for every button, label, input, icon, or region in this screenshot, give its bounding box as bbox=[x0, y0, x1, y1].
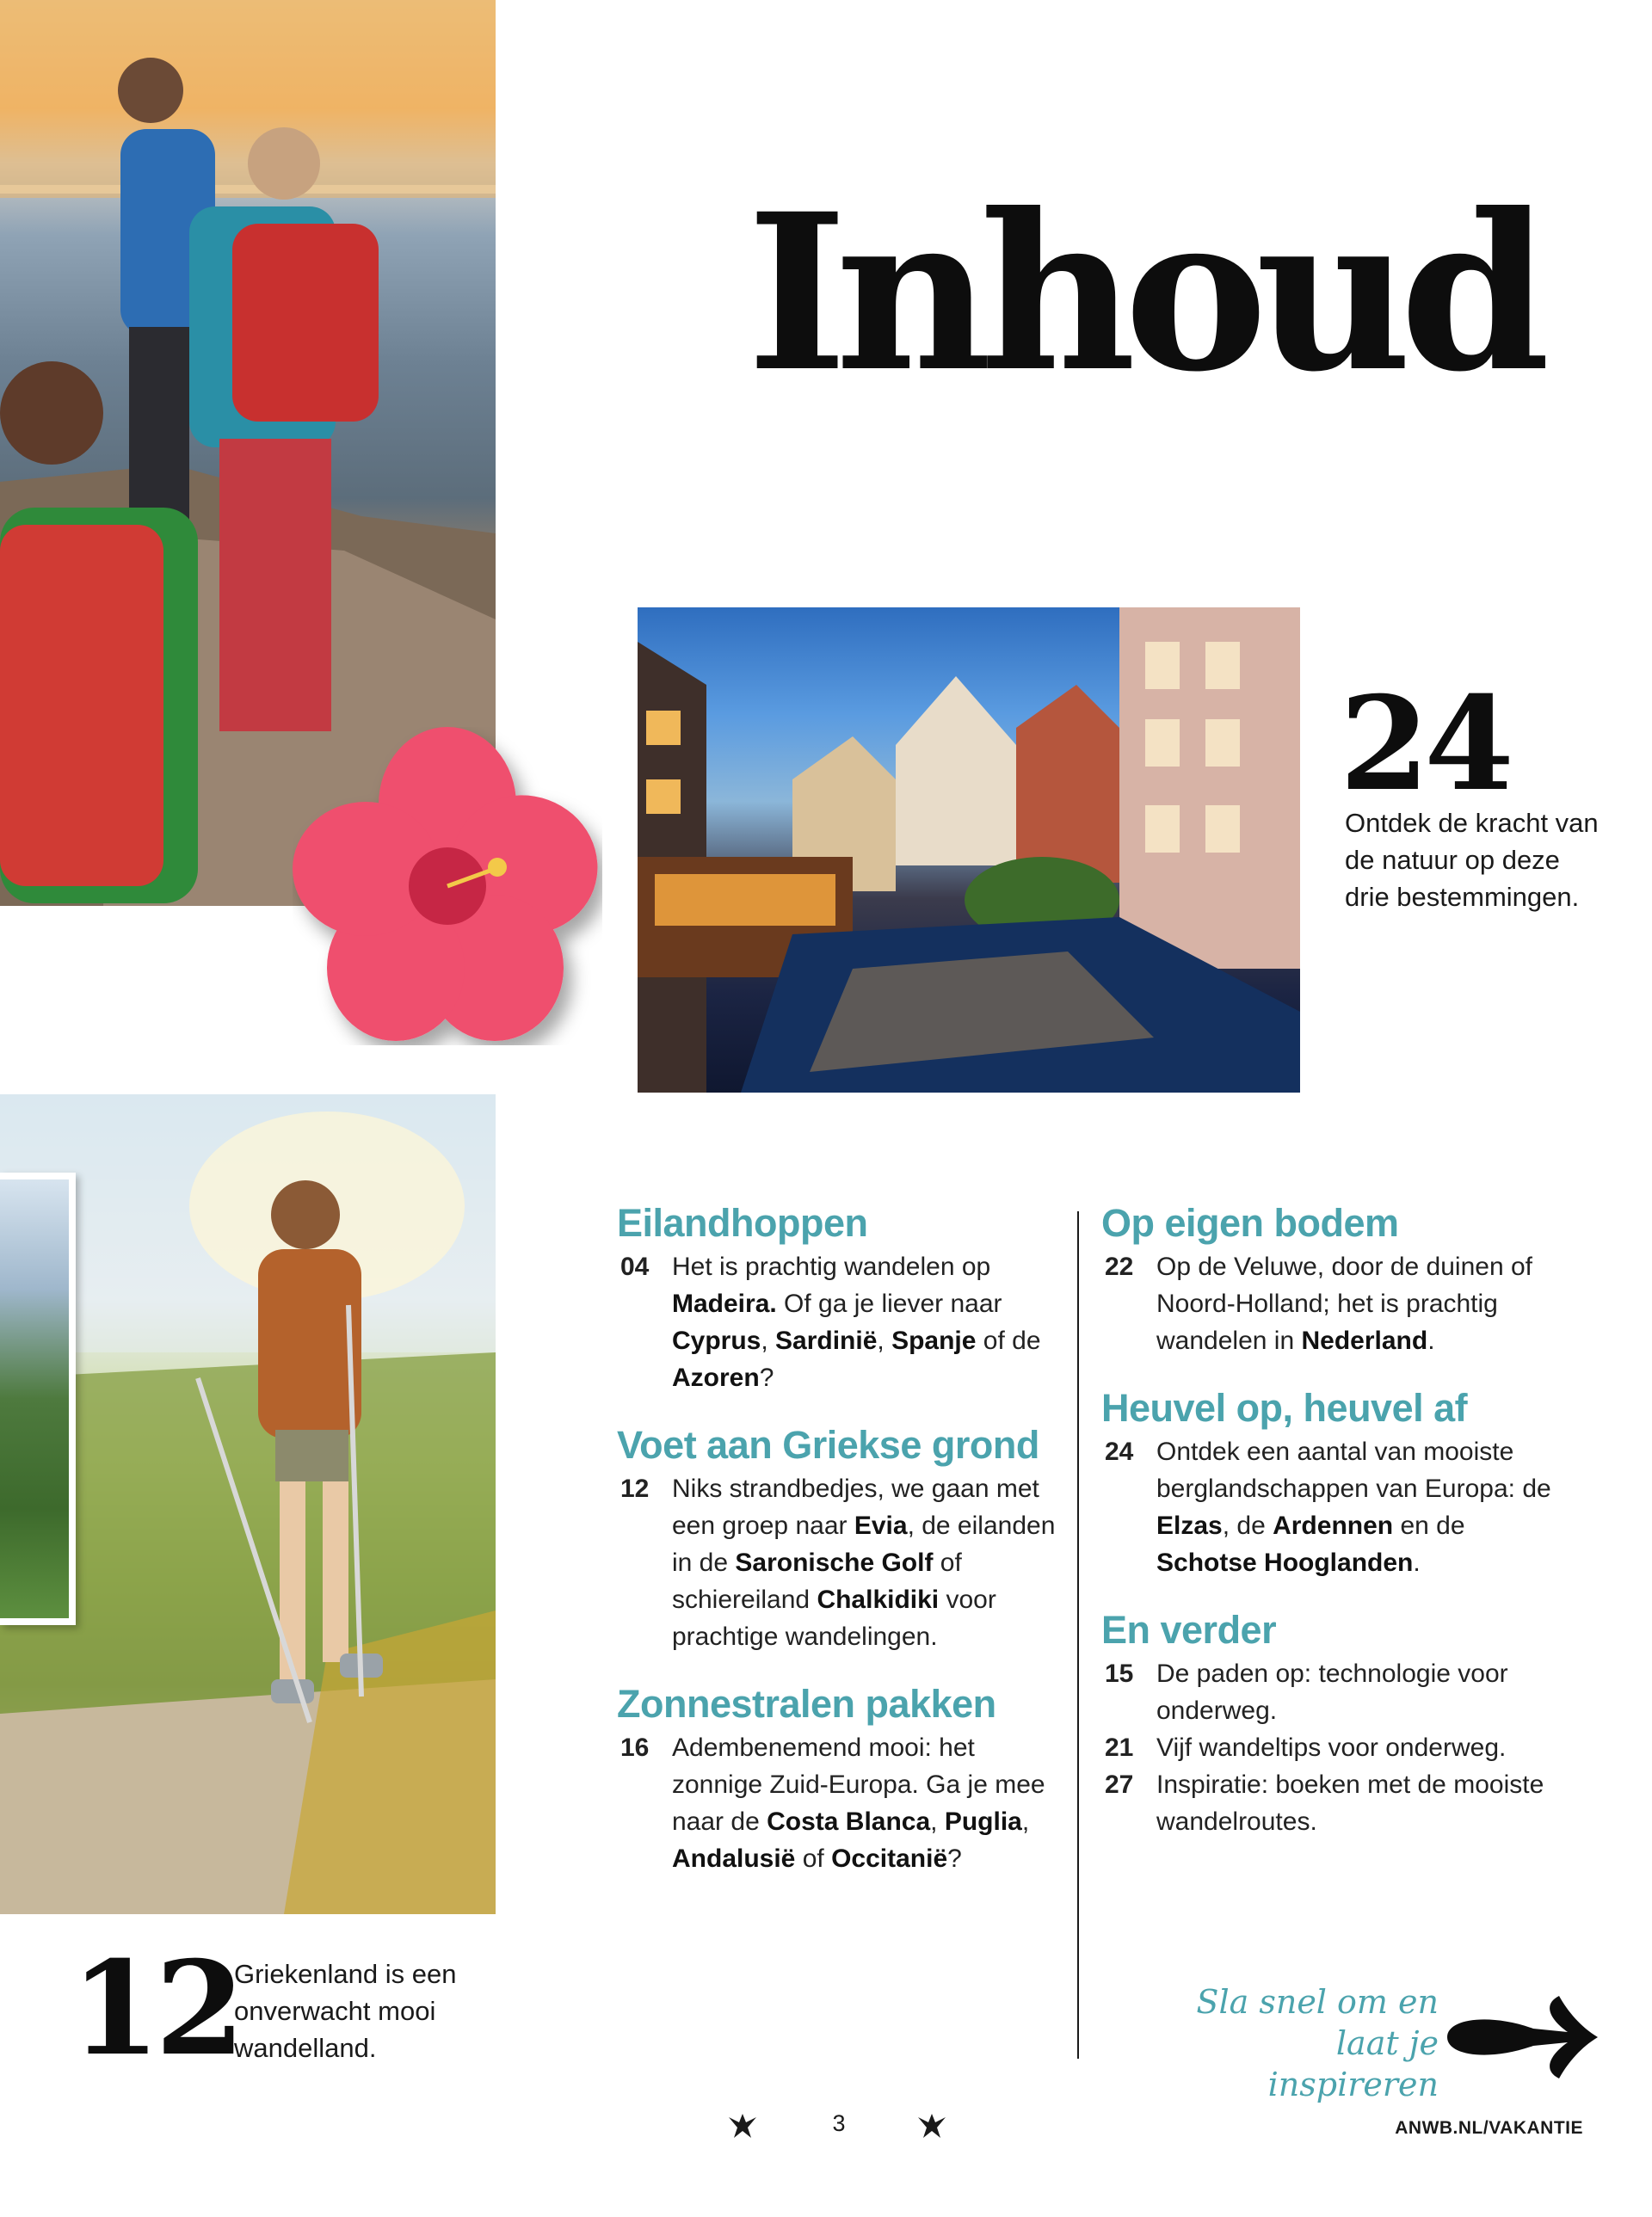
toc-section bbox=[617, 1200, 1064, 1396]
toc-section bbox=[1101, 1200, 1566, 1359]
toc-entry-page: 24 bbox=[1105, 1438, 1134, 1466]
bird-icon bbox=[916, 2112, 947, 2140]
destination-name: Occitanië bbox=[831, 1844, 948, 1873]
destination-name: Ardennen bbox=[1273, 1512, 1394, 1540]
destination-name: Nederland bbox=[1301, 1327, 1428, 1355]
toc-column-left bbox=[617, 1200, 1064, 1903]
toc-entry[interactable] bbox=[1101, 1433, 1566, 1581]
toc-entry-page: 04 bbox=[620, 1253, 650, 1281]
toc-section-title: Heuvel op, heuvel af bbox=[1101, 1386, 1468, 1430]
destination-name: Schotse Hooglanden bbox=[1156, 1549, 1414, 1577]
destination-name: Azoren bbox=[672, 1364, 760, 1392]
toc-entry-text: Vijf wandeltips voor onderweg. bbox=[1156, 1734, 1507, 1762]
bird-icon bbox=[727, 2112, 758, 2140]
destination-name: Evia bbox=[854, 1512, 908, 1540]
mountain-inset-photo bbox=[0, 1173, 76, 1625]
destination-name: Andalusië bbox=[672, 1844, 796, 1873]
toc-entry[interactable] bbox=[1101, 1248, 1566, 1359]
toc-entry-page: 22 bbox=[1105, 1253, 1134, 1281]
destination-name: Cyprus bbox=[672, 1327, 761, 1355]
toc-section-title: En verder bbox=[1101, 1608, 1277, 1652]
toc-entry[interactable] bbox=[1101, 1655, 1566, 1729]
column-divider bbox=[1077, 1211, 1079, 2059]
toc-section bbox=[617, 1681, 1064, 1877]
destination-name: Sardinië bbox=[775, 1327, 878, 1355]
page-turn-cta bbox=[1180, 1981, 1439, 2105]
page-title: Inhoud bbox=[747, 166, 1538, 419]
toc-entry-text: Het is prachtig wandelen op Madeira. Of ga je liever naar Cyprus, Sardinië, Spanje of de Azoren? bbox=[672, 1253, 1041, 1392]
page-number: 3 bbox=[832, 2110, 846, 2136]
destination-name: Elzas bbox=[1156, 1512, 1223, 1540]
toc-entry[interactable] bbox=[617, 1248, 1064, 1396]
feature-description: Ontdek de kracht van de natuur op deze drie bestemmingen. bbox=[1345, 808, 1599, 912]
toc-entry[interactable] bbox=[1101, 1729, 1566, 1766]
destination-name: Puglia bbox=[944, 1807, 1022, 1836]
toc-entry-page: 27 bbox=[1105, 1771, 1134, 1799]
toc-entry-text: Inspiratie: boeken met de mooiste wandelroutes. bbox=[1156, 1771, 1544, 1836]
toc-entry[interactable] bbox=[1101, 1766, 1566, 1840]
feature-description: Griekenland is een onverwacht mooi wandelland. bbox=[234, 1959, 457, 2063]
colmar-illustration bbox=[638, 607, 1300, 1093]
toc-entry[interactable] bbox=[617, 1470, 1064, 1655]
feature-page-number: 24 bbox=[1340, 668, 1509, 820]
toc-section bbox=[617, 1422, 1064, 1655]
destination-name: Chalkidiki bbox=[817, 1586, 940, 1614]
destination-name: Madeira. bbox=[672, 1290, 777, 1318]
cta-line: Sla snel om en bbox=[1196, 1983, 1439, 2021]
toc-entry[interactable] bbox=[617, 1729, 1064, 1877]
toc-entry-text: Op de Veluwe, door de duinen of Noord-Holland; het is prachtig wandelen in Nederland. bbox=[1156, 1253, 1532, 1355]
toc-entry-page: 15 bbox=[1105, 1660, 1134, 1688]
website-url[interactable]: ANWB.NL/VAKANTIE bbox=[1395, 2118, 1583, 2138]
toc-entry-page: 21 bbox=[1105, 1734, 1134, 1762]
destination-name: Saronische Golf bbox=[735, 1549, 934, 1577]
feature-page-number: 12 bbox=[71, 1933, 240, 2085]
destination-name: Spanje bbox=[891, 1327, 977, 1355]
toc-entry-text: Niks strandbedjes, we gaan met een groep naar Evia, de eilanden in de Saronische Golf of schiereiland Chalkidiki voor prachtige wandelingen. bbox=[672, 1475, 1056, 1651]
toc-column-right bbox=[1101, 1200, 1566, 1866]
toc-entry-page: 12 bbox=[620, 1475, 650, 1503]
toc-entry-text: De paden op: technologie voor onderweg. bbox=[1156, 1660, 1508, 1725]
toc-entry-text: Ontdek een aantal van mooiste berglandschappen van Europa: de Elzas, de Ardennen en de Schotse Hooglanden. bbox=[1156, 1438, 1551, 1577]
destination-name: Costa Blanca bbox=[767, 1807, 931, 1836]
cta-line: laat je inspireren bbox=[1267, 2024, 1439, 2103]
colmar-photo bbox=[638, 607, 1300, 1093]
hibiscus-flower-icon bbox=[293, 727, 602, 1045]
toc-section-title: Eilandhoppen bbox=[617, 1201, 868, 1245]
toc-section-title: Op eigen bodem bbox=[1101, 1201, 1399, 1245]
toc-section-title: Zonnestralen pakken bbox=[617, 1682, 996, 1726]
toc-section-title: Voet aan Griekse grond bbox=[617, 1423, 1039, 1467]
arrow-right-icon bbox=[1439, 1994, 1602, 2080]
toc-section bbox=[1101, 1385, 1566, 1581]
toc-section bbox=[1101, 1607, 1566, 1840]
toc-entry-text: Adembenemend mooi: het zonnige Zuid-Europa. Ga je mee naar de Costa Blanca, Puglia, Andalusië of Occitanië? bbox=[672, 1734, 1045, 1873]
toc-entry-page: 16 bbox=[620, 1734, 650, 1762]
